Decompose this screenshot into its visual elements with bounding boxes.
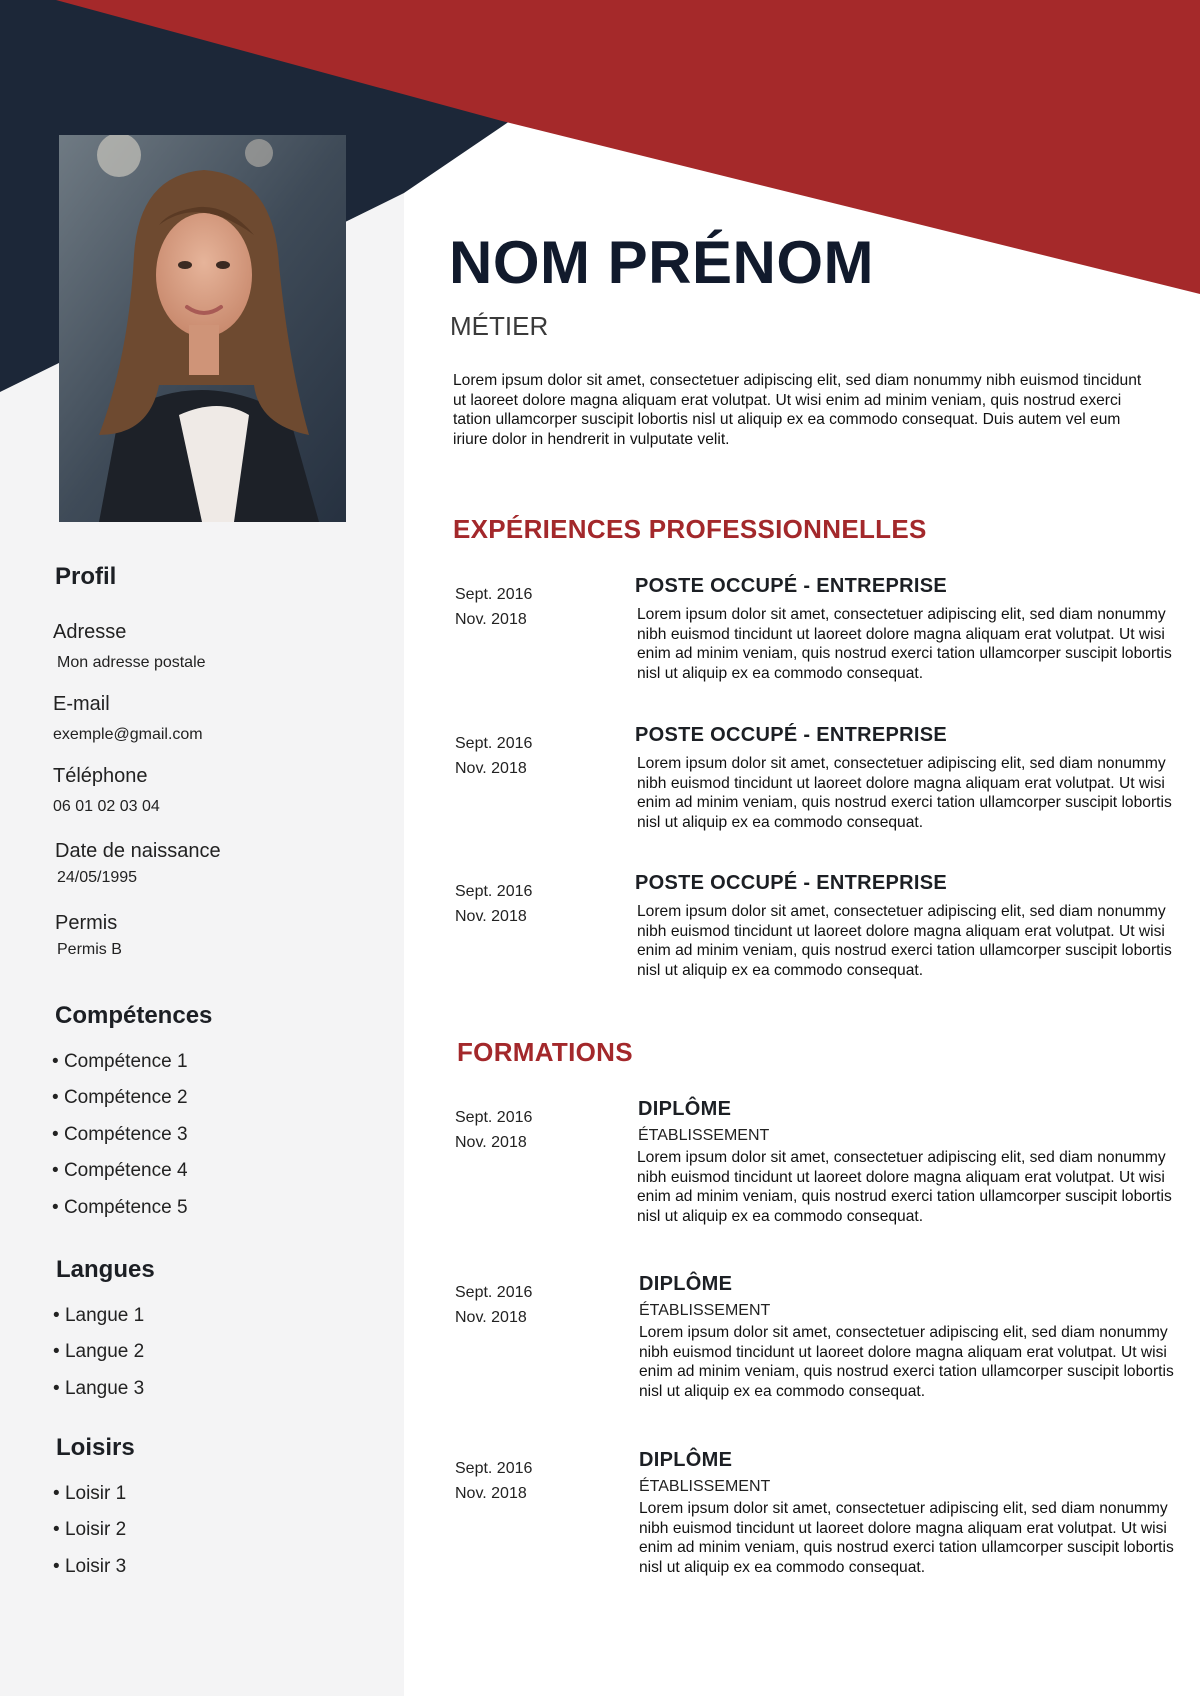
end-date: Nov. 2018 xyxy=(455,1309,527,1326)
phone-label: Téléphone xyxy=(53,765,148,787)
hobby-item: • Loisir 2 xyxy=(53,1520,126,1556)
profile-photo xyxy=(59,135,346,522)
license-value: Permis B xyxy=(57,941,122,958)
entry-description: Lorem ipsum dolor sit amet, consectetuer adipiscing elit, sed diam nonummy nibh euismod tincidunt ut laoreet dolore magna aliquam erat volutpat. Ut wisi enim ad minim veniam, quis nostrud exerci tation ullamcorper suscipit lobortis nisl ut aliquip ex ea commodo consequat. xyxy=(639,1324,1174,1400)
skill-item: • Compétence 5 xyxy=(52,1198,188,1234)
end-date: Nov. 2018 xyxy=(455,611,527,628)
end-date: Nov. 2018 xyxy=(455,1134,527,1151)
entry-description: Lorem ipsum dolor sit amet, consectetuer adipiscing elit, sed diam nonummy nibh euismod tincidunt ut laoreet dolore magna aliquam erat volutpat. Ut wisi enim ad minim veniam, quis nostrud exerci tation ullamcorper suscipit lobortis nisl ut aliquip ex ea commodo consequat. xyxy=(637,903,1172,979)
job-title: MÉTIER xyxy=(450,311,549,341)
end-date: Nov. 2018 xyxy=(455,760,527,777)
language-item: • Langue 2 xyxy=(53,1342,144,1378)
entry-title: POSTE OCCUPÉ - ENTREPRISE xyxy=(635,724,947,746)
entry-title: POSTE OCCUPÉ - ENTREPRISE xyxy=(635,872,947,894)
entry-title: DIPLÔME xyxy=(639,1449,733,1471)
end-date: Nov. 2018 xyxy=(455,1485,527,1502)
start-date: Sept. 2016 xyxy=(455,586,533,603)
portrait-illustration xyxy=(59,135,346,522)
start-date: Sept. 2016 xyxy=(455,1460,533,1477)
entry-dates xyxy=(455,731,532,781)
entry-title: DIPLÔME xyxy=(639,1273,733,1295)
skill-item: • Compétence 3 xyxy=(52,1125,188,1161)
languages-list xyxy=(53,1306,144,1415)
skill-item: • Compétence 4 xyxy=(52,1161,188,1197)
skill-item: • Compétence 1 xyxy=(52,1052,188,1088)
experience-heading: EXPÉRIENCES PROFESSIONNELLES xyxy=(453,514,927,544)
hobbies-list xyxy=(53,1484,126,1593)
entry-dates xyxy=(455,879,532,929)
start-date: Sept. 2016 xyxy=(455,1284,533,1301)
phone-value: 06 01 02 03 04 xyxy=(53,798,160,815)
entry-dates xyxy=(455,1456,532,1506)
email-value: exemple@gmail.com xyxy=(53,726,203,743)
start-date: Sept. 2016 xyxy=(455,883,533,900)
email-label: E-mail xyxy=(53,693,110,715)
profile-heading: Profil xyxy=(55,563,117,590)
entry-description: Lorem ipsum dolor sit amet, consectetuer adipiscing elit, sed diam nonummy nibh euismod tincidunt ut laoreet dolore magna aliquam erat volutpat. Ut wisi enim ad minim veniam, quis nostrud exerci tation ullamcorper suscipit lobortis nisl ut aliquip ex ea commodo consequat. xyxy=(637,755,1172,831)
entry-institution: ÉTABLISSEMENT xyxy=(639,1302,771,1319)
entry-title: DIPLÔME xyxy=(638,1098,732,1120)
birthdate-value: 24/05/1995 xyxy=(57,869,138,886)
entry-title: POSTE OCCUPÉ - ENTREPRISE xyxy=(635,575,947,597)
entry-description: Lorem ipsum dolor sit amet, consectetuer adipiscing elit, sed diam nonummy nibh euismod tincidunt ut laoreet dolore magna aliquam erat volutpat. Ut wisi enim ad minim veniam, quis nostrud exerci tation ullamcorper suscipit lobortis nisl ut aliquip ex ea commodo consequat. xyxy=(637,1149,1172,1225)
entry-description: Lorem ipsum dolor sit amet, consectetuer adipiscing elit, sed diam nonummy nibh euismod tincidunt ut laoreet dolore magna aliquam erat volutpat. Ut wisi enim ad minim veniam, quis nostrud exerci tation ullamcorper suscipit lobortis nisl ut aliquip ex ea commodo consequat. xyxy=(639,1500,1174,1576)
hobby-item: • Loisir 1 xyxy=(53,1484,126,1520)
start-date: Sept. 2016 xyxy=(455,735,533,752)
start-date: Sept. 2016 xyxy=(455,1109,533,1126)
language-item: • Langue 1 xyxy=(53,1306,144,1342)
full-name: NOM PRÉNOM xyxy=(449,229,874,296)
skill-item: • Compétence 2 xyxy=(52,1088,188,1124)
languages-heading: Langues xyxy=(56,1256,155,1283)
birthdate-label: Date de naissance xyxy=(55,840,221,862)
license-label: Permis xyxy=(55,912,118,934)
address-value: Mon adresse postale xyxy=(57,654,206,671)
education-heading: FORMATIONS xyxy=(457,1037,633,1067)
entry-institution: ÉTABLISSEMENT xyxy=(639,1478,771,1495)
entry-dates xyxy=(455,1280,532,1330)
hobby-item: • Loisir 3 xyxy=(53,1557,126,1593)
address-label: Adresse xyxy=(53,621,127,643)
entry-description: Lorem ipsum dolor sit amet, consectetuer adipiscing elit, sed diam nonummy nibh euismod tincidunt ut laoreet dolore magna aliquam erat volutpat. Ut wisi enim ad minim veniam, quis nostrud exerci tation ullamcorper suscipit lobortis nisl ut aliquip ex ea commodo consequat. xyxy=(637,606,1172,682)
skills-list xyxy=(52,1052,188,1234)
skills-heading: Compétences xyxy=(55,1002,213,1029)
entry-dates xyxy=(455,582,532,632)
hobbies-heading: Loisirs xyxy=(56,1434,135,1461)
entry-dates xyxy=(455,1105,532,1155)
intro-paragraph: Lorem ipsum dolor sit amet, consectetuer adipiscing elit, sed diam nonummy nibh euismod tincidunt ut laoreet dolore magna aliquam erat volutpat. Ut wisi enim ad minim veniam, quis nostrud exerci tation ullamcorper suscipit lobortis nisl ut aliquip ex ea commodo consequat. Duis autem vel eum iriure dolor in hendrerit in vulputate velit. xyxy=(453,372,1142,448)
language-item: • Langue 3 xyxy=(53,1379,144,1415)
entry-institution: ÉTABLISSEMENT xyxy=(638,1127,770,1144)
end-date: Nov. 2018 xyxy=(455,908,527,925)
